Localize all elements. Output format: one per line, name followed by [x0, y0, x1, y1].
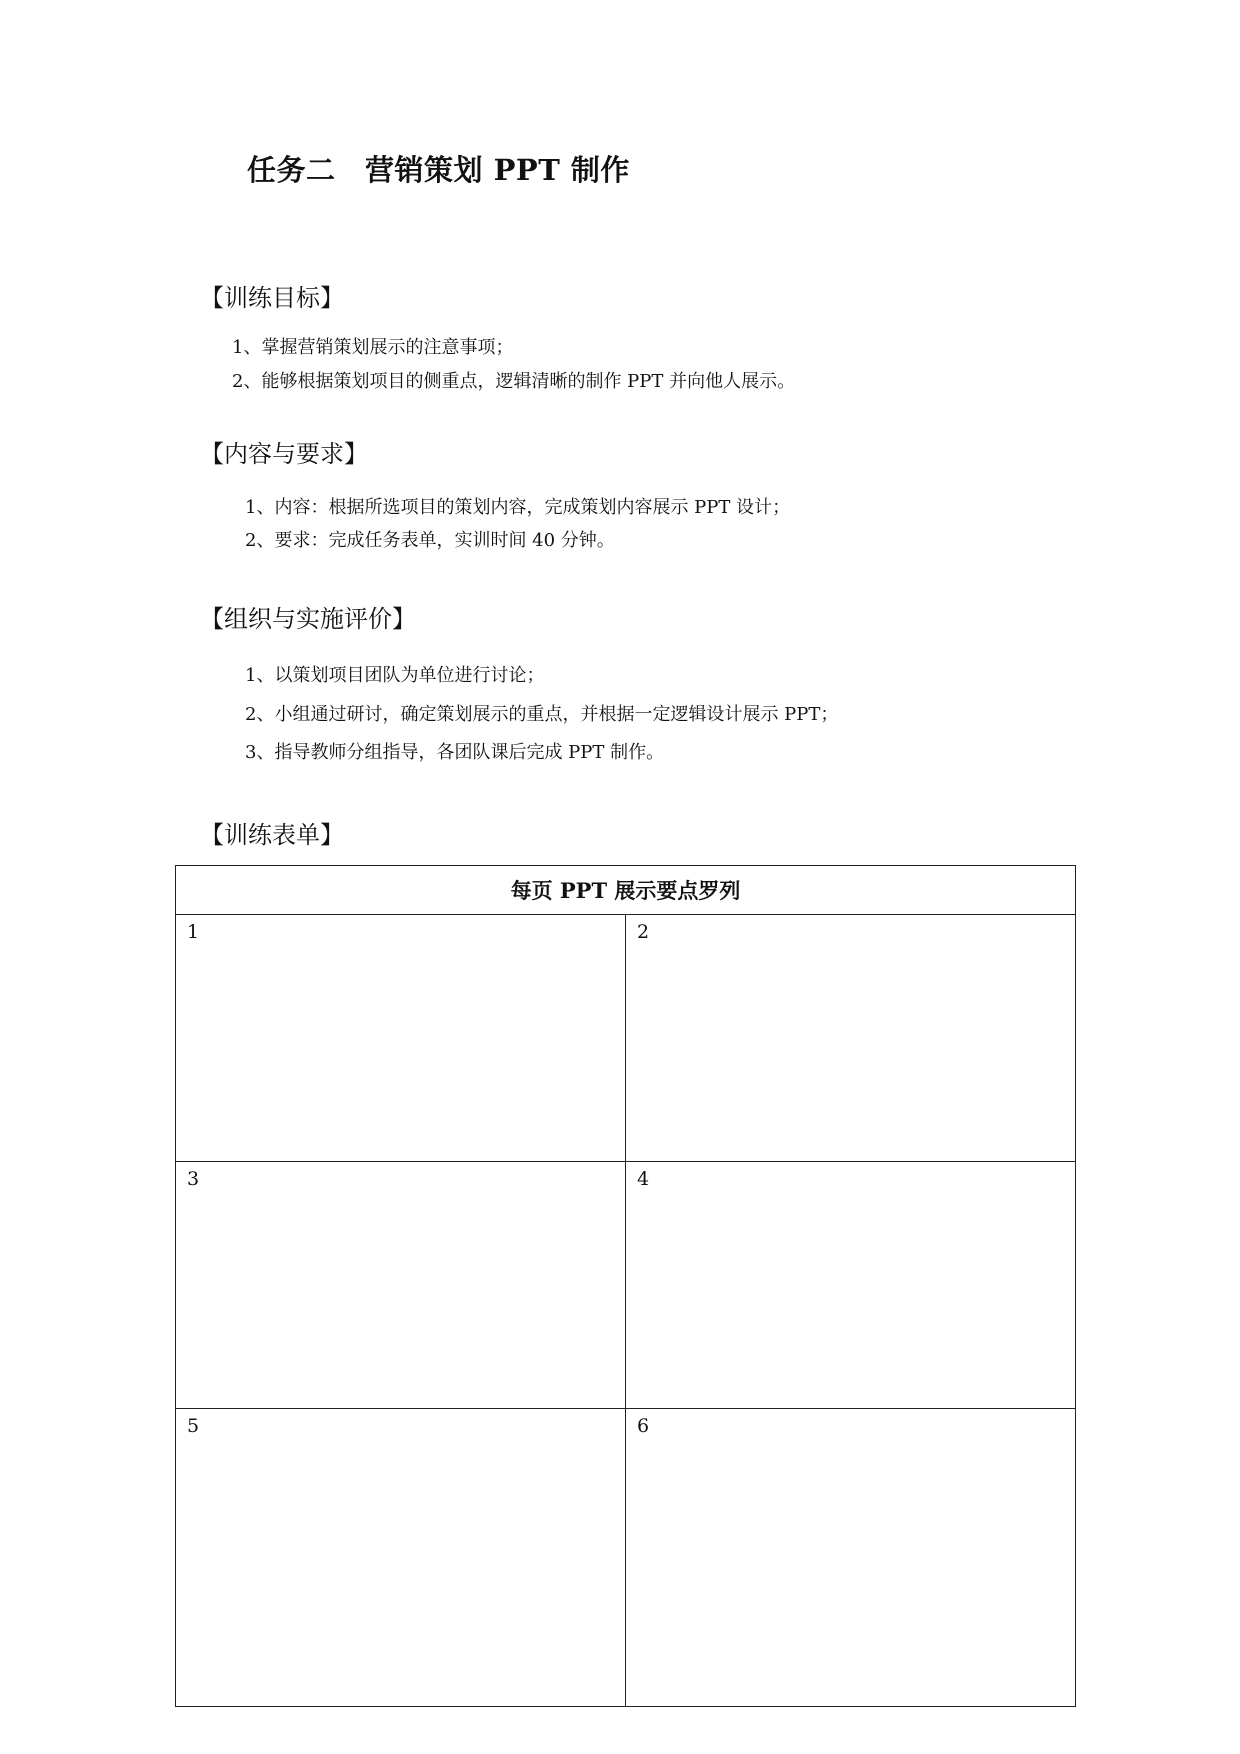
- table-row: [176, 915, 1076, 1162]
- goal-item-1: 1、掌握营销策划展示的注意事项；: [232, 337, 514, 358]
- section-heading-content: 【内容与要求】: [200, 440, 368, 468]
- section-heading-organization: 【组织与实施评价】: [200, 605, 416, 633]
- page-title: 任务二 营销策划 PPT 制作: [247, 153, 630, 187]
- form-cell-2[interactable]: [626, 915, 1076, 1162]
- cell-number: 2: [637, 921, 650, 944]
- goal-item-2: 2、能够根据策划项目的侧重点，逻辑清晰的制作 PPT 并向他人展示。: [232, 371, 796, 392]
- training-form-table: [175, 865, 1076, 1707]
- form-cell-4[interactable]: [626, 1162, 1076, 1409]
- cell-number: 4: [637, 1168, 650, 1191]
- organization-item-1: 1、以策划项目团队为单位进行讨论；: [245, 665, 545, 686]
- organization-item-3: 3、指导教师分组指导，各团队课后完成 PPT 制作。: [245, 742, 665, 763]
- section-heading-goals: 【训练目标】: [200, 284, 344, 312]
- content-item-2: 2、要求：完成任务表单，实训时间 40 分钟。: [245, 530, 615, 551]
- cell-number: 5: [187, 1414, 200, 1437]
- cell-number: 3: [187, 1168, 200, 1191]
- form-cell-3[interactable]: [176, 1162, 626, 1409]
- cell-number: 1: [187, 921, 200, 944]
- form-cell-6[interactable]: [626, 1408, 1076, 1706]
- table-header: 每页 PPT 展示要点罗列: [176, 866, 1076, 915]
- section-heading-form: 【训练表单】: [200, 821, 344, 849]
- content-item-1: 1、内容：根据所选项目的策划内容，完成策划内容展示 PPT 设计；: [245, 497, 791, 518]
- table-row: [176, 1408, 1076, 1706]
- form-cell-1[interactable]: [176, 915, 626, 1162]
- table-row: [176, 1162, 1076, 1409]
- organization-item-2: 2、小组通过研讨，确定策划展示的重点，并根据一定逻辑设计展示 PPT；: [245, 704, 839, 725]
- form-cell-5[interactable]: [176, 1408, 626, 1706]
- cell-number: 6: [637, 1414, 650, 1437]
